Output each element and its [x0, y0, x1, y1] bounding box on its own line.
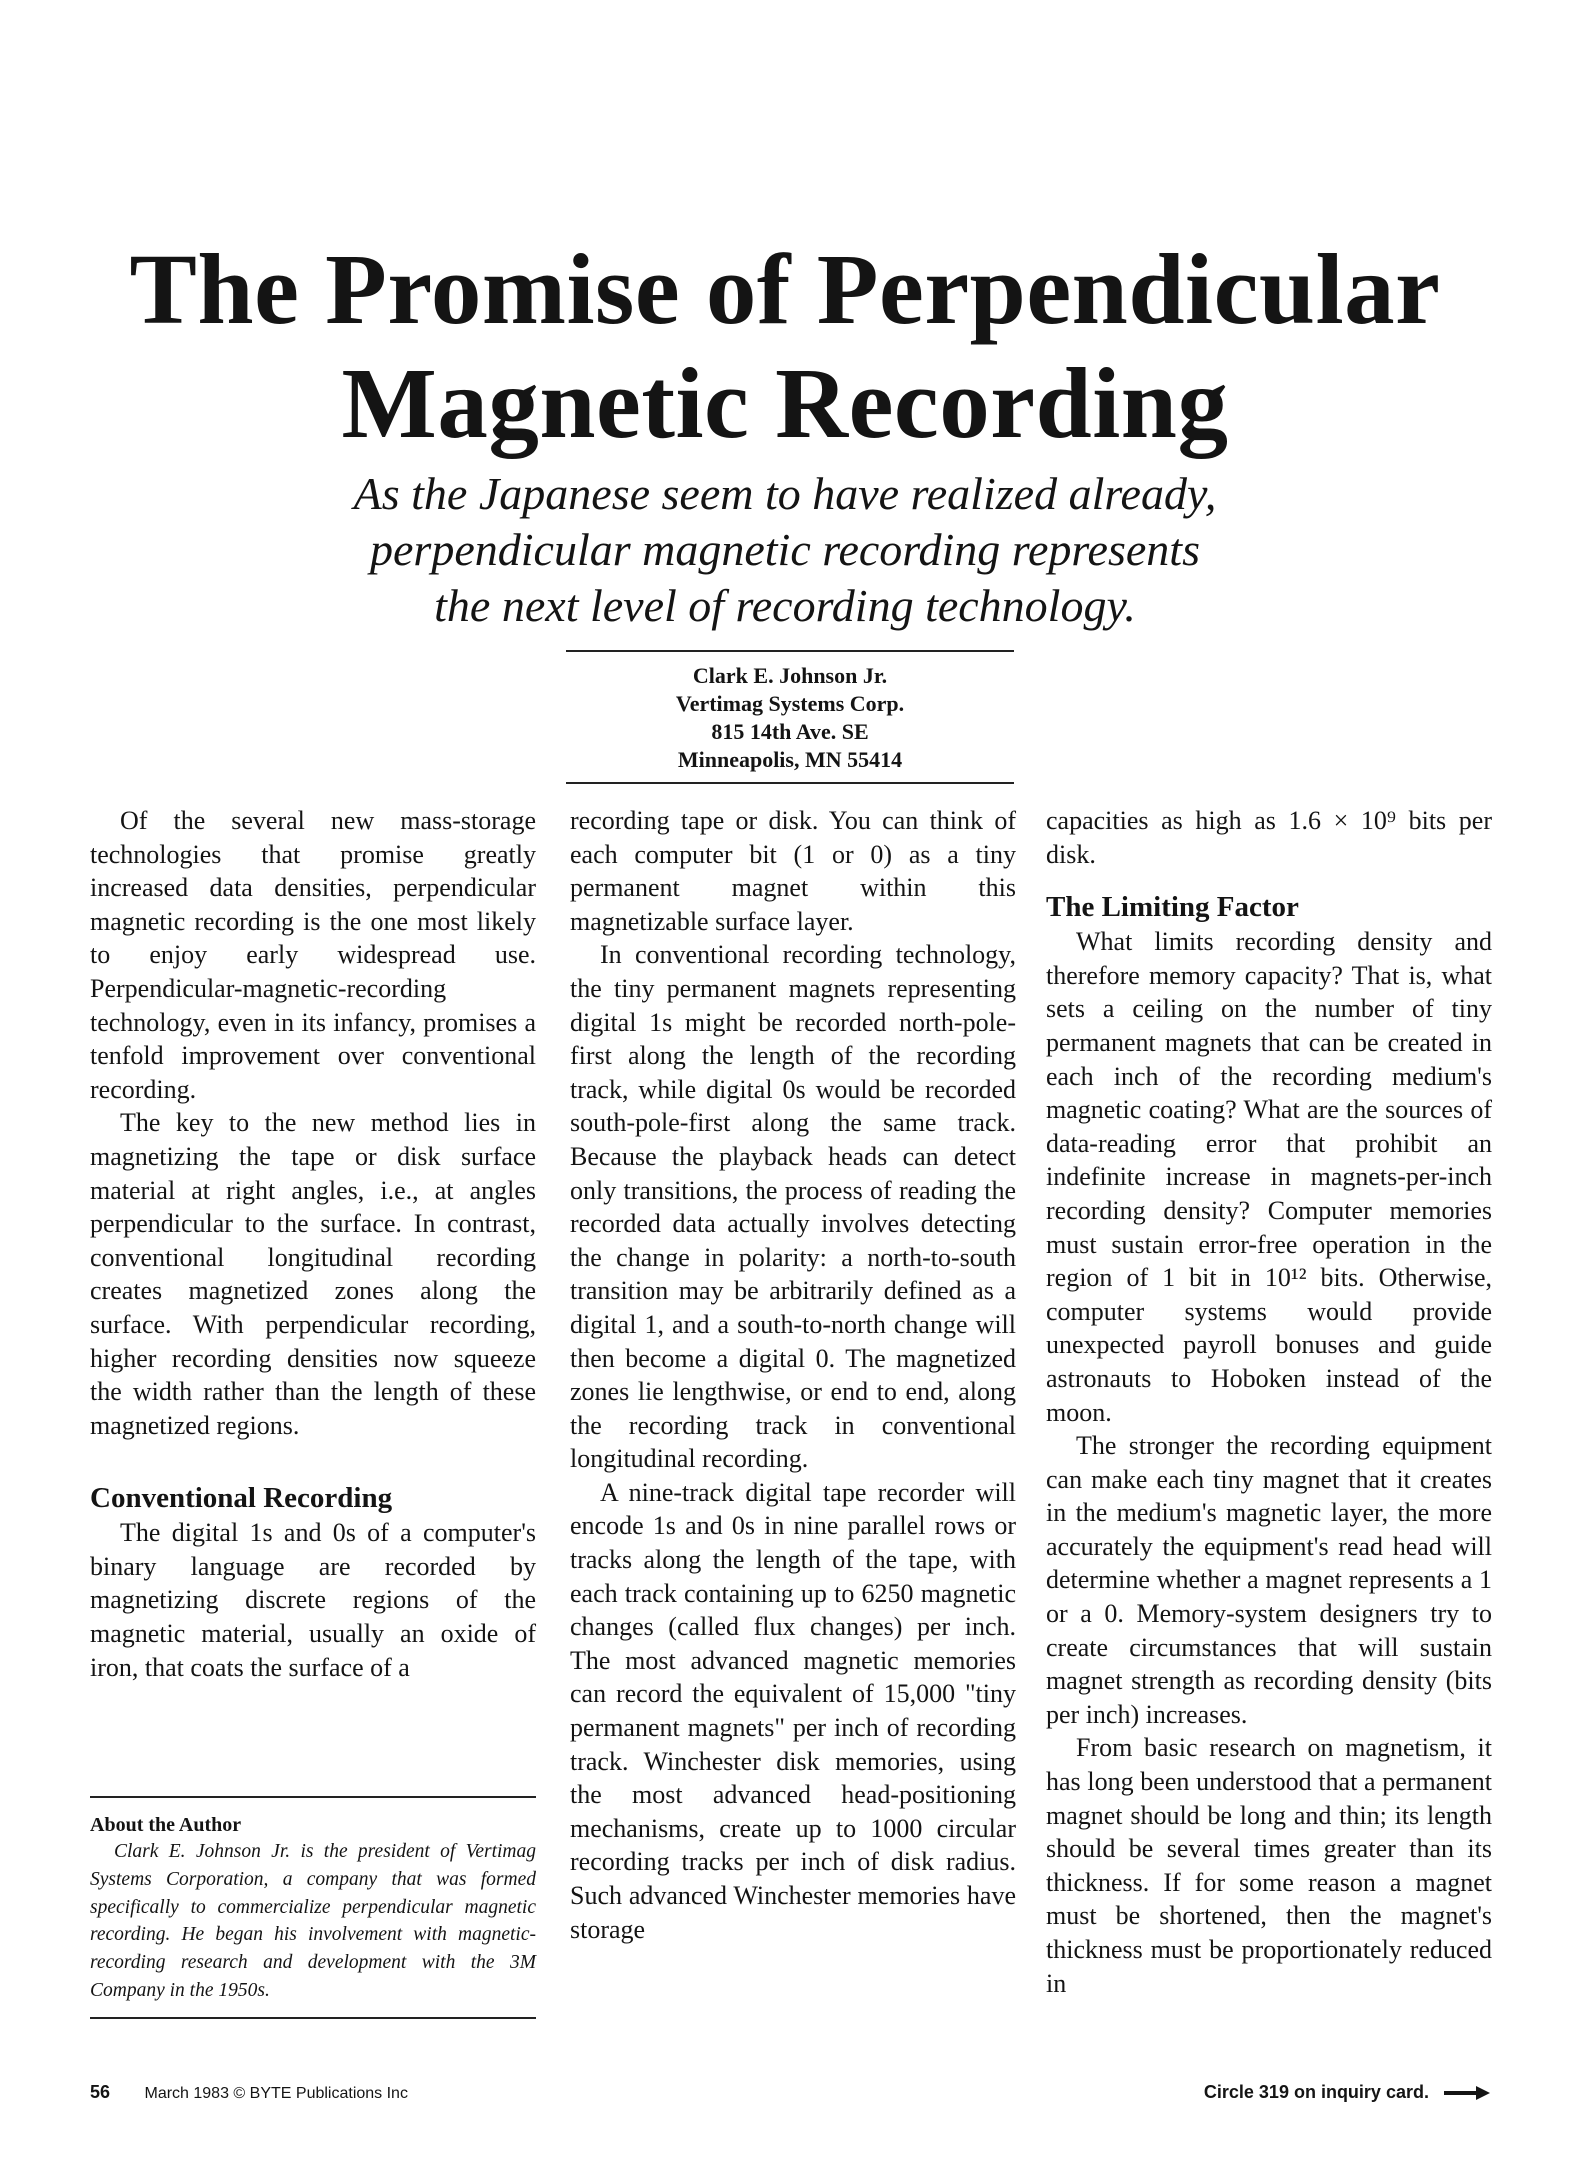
- subtitle-line-3: the next level of recording technology.: [434, 580, 1136, 631]
- col2-paragraph-1: recording tape or disk. You can think of each computer bit (1 or 0) as a tiny permanent magnet within this magnetizable surface layer.: [570, 806, 1016, 936]
- right-arrow-icon: [1444, 2086, 1490, 2100]
- section-heading-conventional-recording: Conventional Recording: [90, 1482, 393, 1515]
- article-subtitle: [0, 466, 1570, 634]
- column-2: [570, 804, 1016, 1946]
- about-author-text: Clark E. Johnson Jr. is the president of Vertimag Systems Corporation, a company that was formed specifically to commercialize perpendicular magnetic recording. He began his involvement with magnetic-recording research and development with the 3M Company in the 1950s.: [90, 1841, 536, 2001]
- col3-paragraph-2: What limits recording density and therefore memory capacity? That is, what sets a ceiling on the number of tiny permanent magnets that can be created in each inch of the recording medium's magnetic coating? What are the sources of data-reading error that prohibit an indefinite increase in magnets-per-inch recording density? Computer memories must sustain error-free operation in the region of 1 bit in 10¹² bits. Otherwise, computer systems would provide unexpected payroll bonuses and guide astronauts to Hoboken instead of the moon.: [1046, 927, 1492, 1427]
- title-line-2: Magnetic Recording: [341, 347, 1229, 459]
- about-the-author-box: [90, 1796, 536, 2019]
- title-line-1: The Promise of Perpendicular: [129, 233, 1441, 345]
- col3-paragraph-1: capacities as high as 1.6 × 10⁹ bits per disk.: [1046, 806, 1492, 869]
- col2-paragraph-3: A nine-track digital tape recorder will encode 1s and 0s in nine parallel rows or tracks along the length of the tape, with each track containing up to 6250 magnetic changes (called flux changes) per inch. The most advanced magnetic memories can record the equivalent of 15,000 "tiny permanent magnets" per inch of recording track. Winchester disk memories, using the most advanced head-positioning mechanisms, create up to 1000 circular recording tracks per inch of disk radius. Such advanced Winchester memories have storage: [570, 1477, 1016, 1944]
- col3-paragraph-3: The stronger the recording equipment can make each tiny magnet that it creates in the medium's magnetic layer, the more accurately the equipment's read head will determine whether a magnet represents a 1 or a 0. Memory-system designers try to create circumstances that will sustain magnet strength as recording density (bits per inch) increases.: [1046, 1431, 1492, 1729]
- col1-paragraph-3: The digital 1s and 0s of a computer's binary language are recorded by magnetizing discrete regions of the magnetic material, usually an oxide of iron, that coats the surface of a: [90, 1518, 536, 1682]
- inquiry-card-text: Circle 319 on inquiry card.: [1203, 2082, 1429, 2102]
- column-1: [90, 804, 536, 1684]
- byline-city: Minneapolis, MN 55414: [677, 747, 903, 772]
- article-title: [0, 232, 1570, 460]
- byline-name: Clark E. Johnson Jr.: [692, 663, 888, 688]
- author-byline: [566, 650, 1014, 784]
- about-author-heading: About the Author: [90, 1814, 242, 1836]
- subtitle-line-1: As the Japanese seem to have realized already,: [353, 468, 1217, 519]
- page-number: 56: [90, 2082, 111, 2102]
- byline-street: 815 14th Ave. SE: [711, 719, 869, 744]
- column-3: [1046, 804, 1492, 2000]
- issue-info: March 1983 © BYTE Publications Inc: [144, 2085, 408, 2102]
- section-heading-limiting-factor: The Limiting Factor: [1046, 891, 1299, 924]
- subtitle-line-2: perpendicular magnetic recording represents: [370, 524, 1200, 575]
- page-footer-left: [90, 2082, 408, 2104]
- page-footer-right: [1204, 2082, 1490, 2102]
- byline-company: Vertimag Systems Corp.: [675, 691, 905, 716]
- col1-paragraph-2: The key to the new method lies in magnetizing the tape or disk surface material at right angles, i.e., at angles perpendicular to the surface. In contrast, conventional longitudinal recording creates magnetized zones along the surface. With perpendicular recording, higher recording densities now squeeze the width rather than the length of these magnetized regions.: [90, 1108, 536, 1440]
- col1-paragraph-1: Of the several new mass-storage technologies that promise greatly increased data densities, perpendicular magnetic recording is the one most likely to enjoy early widespread use. Perpendicular-magnetic-recording technology, even in its infancy, promises a tenfold improvement over conventional recording.: [90, 806, 536, 1104]
- col3-paragraph-4: From basic research on magnetism, it has long been understood that a permanent magnet should be long and thin; its length should be several times greater than its thickness. If for some reason a magnet must be shortened, then the magnet's thickness must be proportionately reduced in: [1046, 1733, 1492, 1998]
- col2-paragraph-2: In conventional recording technology, the tiny permanent magnets representing digital 1s might be recorded north-pole-first along the length of the recording track, while digital 0s would be recorded south-pole-first along the same track. Because the playback heads can detect only transitions, the process of reading the recorded data actually involves detecting the change in polarity: a north-to-south transition may be arbitrarily defined as a digital 1, and a south-to-north change will then become a digital 0. The magnetized zones lie lengthwise, or end to end, along the recording track in conventional longitudinal recording.: [570, 940, 1016, 1474]
